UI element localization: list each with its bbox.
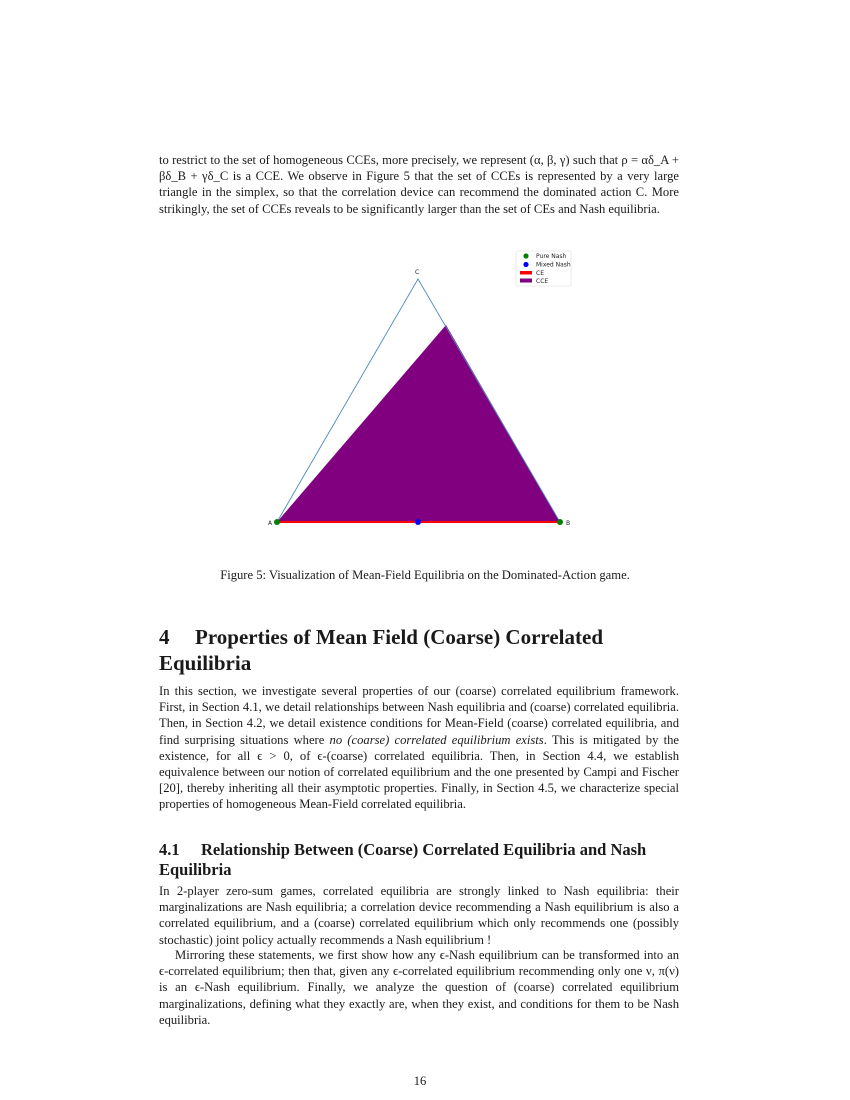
legend-ce-marker bbox=[520, 271, 532, 275]
legend-cce-marker bbox=[520, 279, 532, 283]
vertex-label-c: C bbox=[415, 269, 420, 276]
section-title: Properties of Mean Field (Coarse) Correlated Equilibria bbox=[159, 625, 604, 675]
figure-caption: Figure 5: Visualization of Mean-Field Equilibria on the Dominated-Action game. bbox=[220, 568, 630, 582]
section-paragraph-text: In this section, we investigate several properties of our (coarse) correlated equilibrium framework. First, in Section 4.1, we detail relationships between Nash equilibria and (coarse) correlated equilibria. Then, in Section 4.2, we detail existence conditions for Mean-Field (coarse) correlated equilibria, and find surprising situations where bbox=[159, 684, 679, 747]
legend-pure-nash-marker bbox=[523, 253, 528, 258]
legend bbox=[516, 251, 571, 286]
subsection-number: 4.1 bbox=[159, 840, 180, 859]
legend-cce: CCE bbox=[536, 278, 549, 285]
subsection-paragraph-2: Mirroring these statements, we first show how any ϵ-Nash equilibrium can be transformed into an ϵ-correlated equilibrium; then that, given any ϵ-correlated equilibrium recommending only one ν, π(ν) is an ϵ-Nash equilibrium. Finally, we analyze the question of (coarse) correlated equilibrium marginalizations, defining what they exactly are, when they exist, and conditions for them to be Nash equilibria. bbox=[159, 948, 679, 1027]
mixed-nash-point bbox=[415, 519, 421, 525]
legend-pure-nash: Pure Nash bbox=[536, 253, 567, 260]
section-paragraph bbox=[159, 683, 679, 813]
section-paragraph-text-end: . This is mitigated by the existence, for all ϵ > 0, of ϵ-(coarse) correlated equilibria. Then, in Section 4.4, we establish equivalence between our notion of correlated equilibrium and the one presented by Campi and Fischer [20], thereby inheriting all their asymptotic properties. Finally, in Section 4.5, we characterize special properties of homogeneous Mean-Field correlated equilibria. bbox=[159, 732, 679, 812]
pure-nash-point-a bbox=[274, 519, 280, 525]
legend-mixed-nash-marker bbox=[523, 262, 528, 267]
section-paragraph-emphasis: no (coarse) correlated equilibrium exists bbox=[329, 732, 544, 747]
cce-region bbox=[277, 325, 560, 522]
page-number: 16 bbox=[413, 1074, 427, 1088]
vertex-label-b: B bbox=[566, 520, 571, 527]
section-number: 4 bbox=[159, 625, 170, 649]
subsection-heading bbox=[159, 840, 684, 879]
intro-paragraph: to restrict to the set of homogeneous CCEs, more precisely, we represent (α, β, γ) such that ρ = αδ_A + βδ_B + γδ_C is a CCE. We observe in Figure 5 that the set of CCEs is represented by a very large triangle in the simplex, so that the correlation device can recommend the dominated action C. More strikingly, the set of CCEs reveals to be significantly larger than the set of CEs and Nash equilibria. bbox=[159, 153, 679, 216]
legend-ce: CE bbox=[536, 270, 544, 277]
subsection-paragraph-1: In 2-player zero-sum games, correlated equilibria are strongly linked to Nash equilibria: their marginalizations are Nash equilibria; a correlation device recommending a Nash equilibrium is also a correlated equilibrium, and a (coarse) correlated equilibrium which only recommends one (possibly stochastic) joint policy actually recommends a Nash equilibrium ! bbox=[159, 884, 679, 947]
vertex-label-a: A bbox=[268, 520, 273, 527]
section-heading bbox=[159, 624, 689, 676]
legend-mixed-nash: Mixed Nash bbox=[536, 261, 571, 269]
pure-nash-point-b bbox=[557, 519, 563, 525]
subsection-title: Relationship Between (Coarse) Correlated Equilibria and Nash Equilibria bbox=[159, 840, 647, 879]
